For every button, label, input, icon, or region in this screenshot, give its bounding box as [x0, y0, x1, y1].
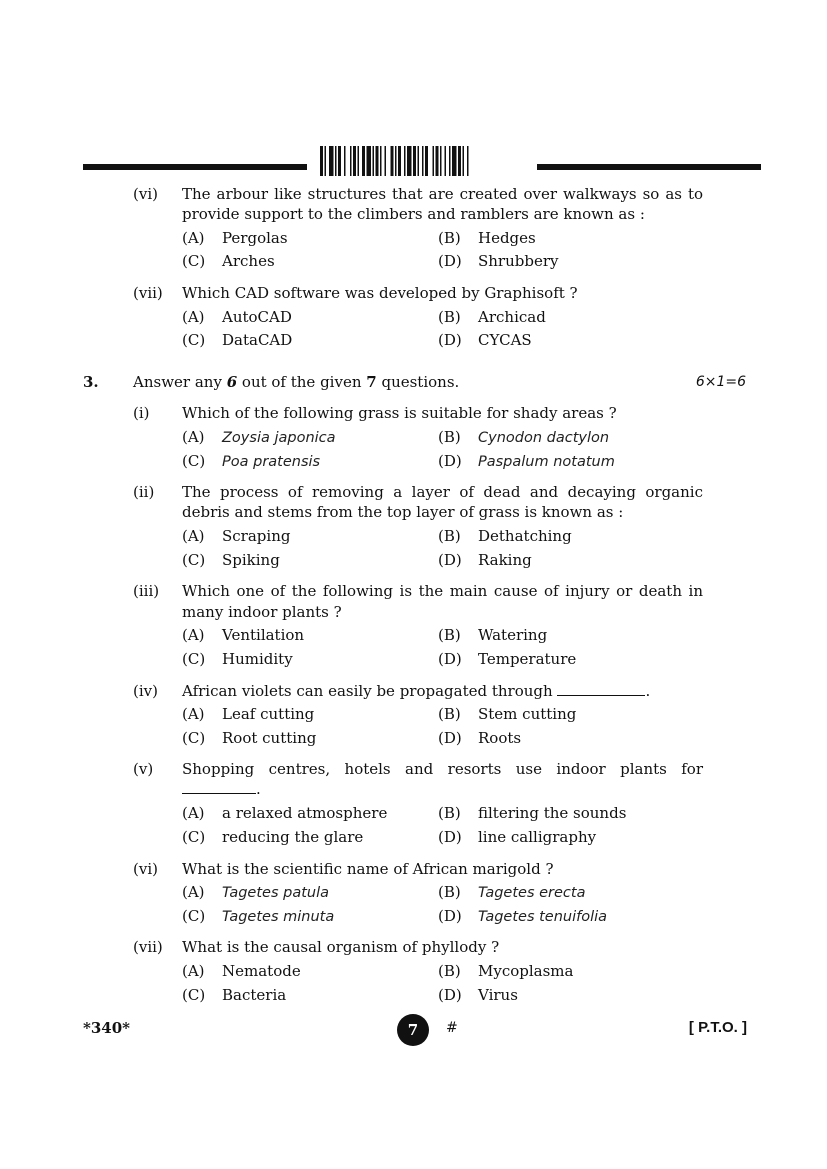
- section-number: 3.: [83, 373, 99, 391]
- barcode-bar: [463, 146, 465, 176]
- option-b: (B) filtering the sounds: [438, 804, 627, 822]
- barcode-bar: [452, 146, 457, 176]
- question-text: What is the causal organism of phyllody ?: [182, 938, 500, 956]
- option-a: (A) Nematode: [182, 962, 301, 980]
- option-a: (A) Tagetes patula: [182, 883, 329, 901]
- barcode-bar: [449, 146, 451, 176]
- option-a: (A) Pergolas: [182, 229, 288, 247]
- section-instruction: Answer any 6 out of the given 7 questions.: [133, 373, 460, 391]
- question-text-line: provide support to the climbers and ramblers are known as :: [182, 205, 645, 223]
- question-text-line: .: [182, 779, 703, 799]
- option-c: (C) Humidity: [182, 650, 293, 668]
- question-text-line: The arbour like structures that are created over walkways so as to: [182, 185, 703, 203]
- option-a: (A) Scraping: [182, 527, 291, 545]
- question-text-line: The process of removing a layer of dead and decaying organic: [182, 483, 703, 501]
- barcode: [320, 146, 528, 176]
- barcode-bar: [325, 146, 327, 176]
- option-c: (C) Bacteria: [182, 986, 287, 1004]
- barcode-bar: [344, 146, 346, 176]
- barcode-bar: [407, 146, 412, 176]
- barcode-bar: [436, 146, 439, 176]
- section-marks: 6×1=6: [695, 374, 746, 390]
- question-number: (vii): [133, 284, 163, 302]
- question-text-line: Shopping centres, hotels and resorts use indoor plants for: [182, 760, 703, 778]
- option-b: (B) Archicad: [438, 308, 546, 326]
- barcode-bar: [353, 146, 356, 176]
- option-c: (C) reducing the glare: [182, 828, 364, 846]
- question-number: (ii): [133, 483, 155, 501]
- option-c: (C) Tagetes minuta: [182, 907, 335, 925]
- question-text-line: Which one of the following is the main cause of injury or death in: [182, 582, 703, 600]
- question-number: (vii): [133, 938, 163, 956]
- option-d: (D) Raking: [438, 551, 532, 569]
- barcode-bar: [395, 146, 397, 176]
- option-c: (C) Arches: [182, 252, 275, 270]
- barcode-bar: [433, 146, 435, 176]
- barcode-bar: [358, 146, 360, 176]
- question-text: Which of the following grass is suitable for shady areas ?: [182, 404, 617, 422]
- barcode-bar: [376, 146, 379, 176]
- header-rule-right: [537, 164, 761, 170]
- barcode-bar: [380, 146, 382, 176]
- option-b: (B) Hedges: [438, 229, 536, 247]
- option-b: (B) Tagetes erecta: [438, 883, 586, 901]
- question-text-line: debris and stems from the top layer of grass is known as :: [182, 503, 624, 521]
- question-number: (v): [133, 760, 154, 778]
- option-c: (C) Poa pratensis: [182, 452, 321, 470]
- barcode-bar: [425, 146, 428, 176]
- answer-blank: [182, 779, 256, 794]
- option-a: (A) Ventilation: [182, 626, 305, 644]
- option-c: (C) Root cutting: [182, 729, 317, 747]
- question-text: Which CAD software was developed by Graphisoft ?: [182, 284, 578, 302]
- question-text: African violets can easily be propagated through .: [182, 682, 651, 700]
- option-d: (D) Roots: [438, 729, 522, 747]
- barcode-bar: [440, 146, 442, 176]
- option-d: (D) Shrubbery: [438, 252, 559, 270]
- question-number: (i): [133, 404, 150, 422]
- barcode-bar: [467, 146, 469, 176]
- answer-blank: [557, 681, 645, 696]
- option-d: (D) Tagetes tenuifolia: [438, 907, 608, 925]
- option-d: (D) Temperature: [438, 650, 577, 668]
- option-a: (A) Leaf cutting: [182, 705, 315, 723]
- option-a: (A) a relaxed atmosphere: [182, 804, 388, 822]
- question-text-line: many indoor plants ?: [182, 603, 342, 621]
- barcode-bar: [362, 146, 365, 176]
- barcode-bar: [373, 146, 375, 176]
- option-d: (D) Virus: [438, 986, 518, 1004]
- barcode-bar: [338, 146, 341, 176]
- question-number: (iv): [133, 682, 158, 700]
- option-c: (C) Spiking: [182, 551, 280, 569]
- question-number: (vi): [133, 860, 158, 878]
- barcode-bar: [350, 146, 352, 176]
- option-b: (B) Stem cutting: [438, 705, 577, 723]
- barcode-bar: [320, 146, 323, 176]
- barcode-bar: [445, 146, 447, 176]
- barcode-bar: [422, 146, 424, 176]
- barcode-bar: [404, 146, 406, 176]
- barcode-bar: [398, 146, 401, 176]
- barcode-bar: [385, 146, 387, 176]
- option-b: (B) Cynodon dactylon: [438, 428, 610, 446]
- hash-mark: #: [446, 1020, 458, 1036]
- question-number: (vi): [133, 185, 158, 203]
- option-a: (A) AutoCAD: [182, 308, 292, 326]
- option-d: (D) line calligraphy: [438, 828, 597, 846]
- header-rule-left: [83, 164, 307, 170]
- question-text: What is the scientific name of African marigold ?: [182, 860, 554, 878]
- option-c: (C) DataCAD: [182, 331, 293, 349]
- pto-label: [ P.T.O. ]: [688, 1019, 747, 1036]
- option-b: (B) Mycoplasma: [438, 962, 574, 980]
- barcode-bar: [367, 146, 372, 176]
- option-b: (B) Dethatching: [438, 527, 572, 545]
- paper-code: *340*: [83, 1019, 130, 1037]
- barcode-bar: [418, 146, 420, 176]
- option-d: (D) CYCAS: [438, 331, 532, 349]
- barcode-bar: [458, 146, 461, 176]
- barcode-bar: [413, 146, 416, 176]
- question-number: (iii): [133, 582, 160, 600]
- barcode-bar: [391, 146, 394, 176]
- page-number: 7: [397, 1014, 429, 1046]
- option-b: (B) Watering: [438, 626, 548, 644]
- option-a: (A) Zoysia japonica: [182, 428, 336, 446]
- barcode-bar: [335, 146, 337, 176]
- option-d: (D) Paspalum notatum: [438, 452, 615, 470]
- barcode-bar: [329, 146, 334, 176]
